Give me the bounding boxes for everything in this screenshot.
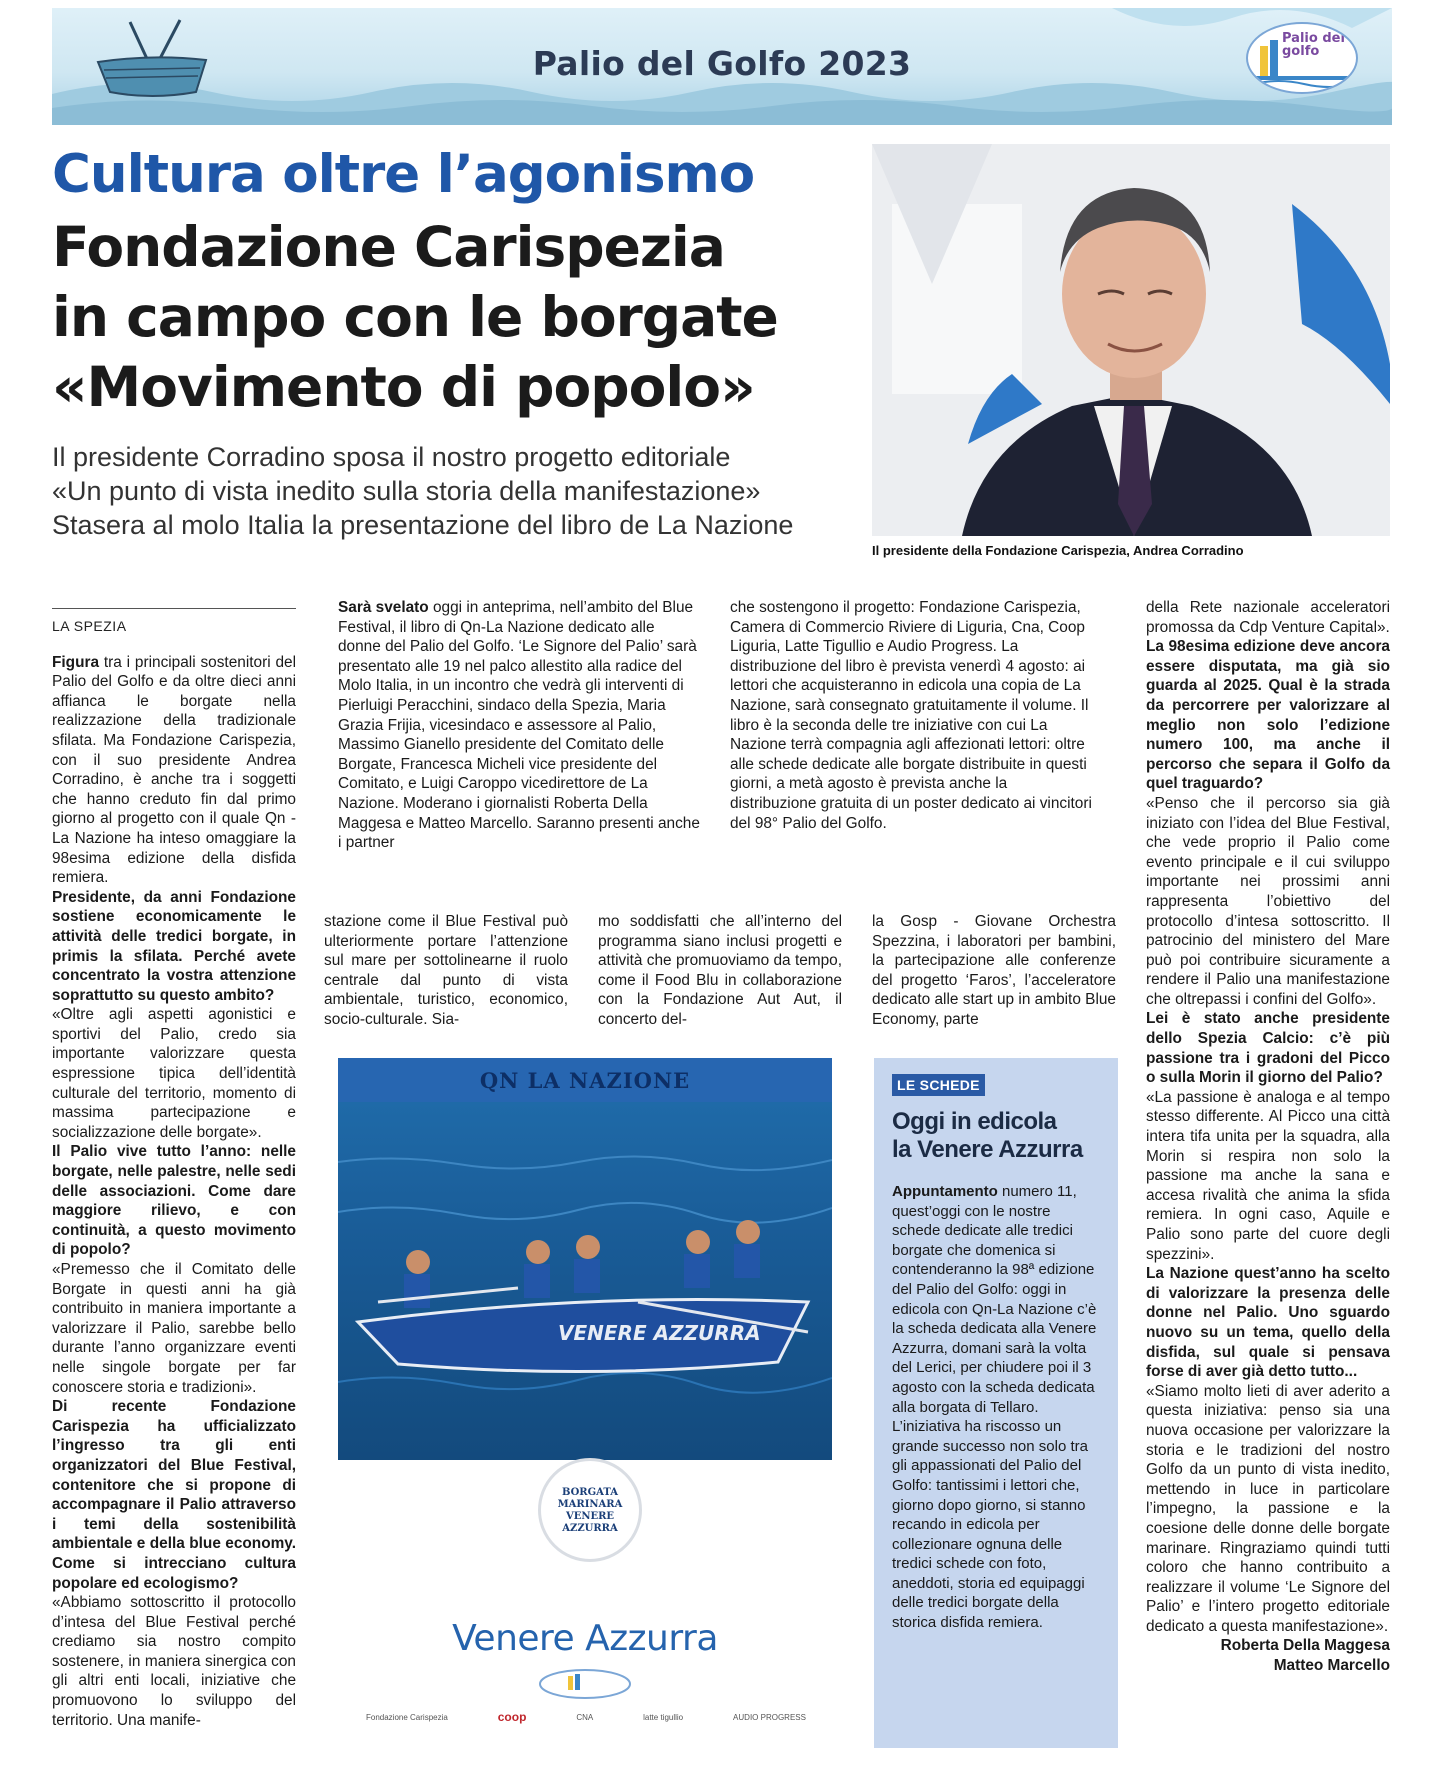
section-title: Palio del Golfo 2023 <box>532 44 912 83</box>
sponsor-logo: Fondazione Carispezia <box>366 1712 448 1722</box>
answer: «La passione è analoga e al tempo stesso differente. Al Picco una città intera tifa unita per la squadra, alla Morin si respira non solo la passione ma anche la sana e accesa rivalità che anima la sfida remiera. In ogni caso, Aquile e Palio sono parte del cuore degli spezzini». <box>1146 1088 1390 1263</box>
paragraph: mo soddisfatti che all’interno del programma siano inclusi progetti e attività che promuoviamo da tempo, come il Food Blu in collaborazione con la Fondazione Aut Aut, il concerto del- <box>598 913 842 1028</box>
sponsor-logo: latte tigullio <box>643 1712 684 1722</box>
answer: della Rete nazionale acceleratori promossa da Cdp Venture Capital». <box>1146 599 1390 636</box>
headline <box>52 212 852 422</box>
sponsor-logo: coop <box>497 1710 527 1724</box>
answer: «Premesso che il Comitato delle Borgate in questi anni ha già contribuito in maniera importante a valorizzare il Palio, sarebbe bello durante l’anno organizzare eventi nelle singole borgate per far conoscere storia e tradizioni». <box>52 1261 296 1396</box>
portrait-illustration <box>872 144 1390 536</box>
paragraph: stazione come il Blue Festival può ulteriormente portare l’attenzione sul mare per sottolinearne il ruolo centrale dal punto di vista ambientale, turistico, economico, socio-culturale. Sia- <box>324 913 568 1028</box>
question: Presidente, da anni Fondazione sostiene economicamente le attività delle tredici borgate, in primis la sfilata. Perché avete concentrato la vostra attenzione soprattutto su questo ambito? <box>52 888 296 1004</box>
deck-line: Il presidente Corradino sposa il nostro progetto editoriale <box>52 442 731 472</box>
article-column-3 <box>598 912 842 1030</box>
photo-caption: Il presidente della Fondazione Carispezia, Andrea Corradino <box>872 543 1244 558</box>
borgata-badge <box>538 1458 642 1562</box>
badge-text <box>541 1487 639 1535</box>
sidebar-title-line: la Venere Azzurra <box>892 1136 1083 1163</box>
book-cover-image <box>338 1058 832 1748</box>
question: La Nazione quest’anno ha scelto di valorizzare la presenza delle donne nel Palio. Uno sguardo nuovo su un tema, quello della disfida, sul quale si pensava forse di aver già detto tutto... <box>1146 1265 1390 1381</box>
kicker: Cultura oltre l’agonismo <box>52 144 755 205</box>
cover-photo <box>338 1102 832 1460</box>
dateline: LA SPEZIA <box>52 608 296 637</box>
byline-author: Roberta Della Maggesa <box>1220 1637 1390 1655</box>
boat-name: VENERE AZZURRA <box>558 1321 761 1345</box>
rowing-boat-photo <box>338 1102 832 1460</box>
sidebar-box <box>874 1058 1118 1748</box>
sponsor-logo: AUDIO PROGRESS <box>733 1712 806 1722</box>
headline-line: «Movimento di popolo» <box>52 355 755 419</box>
deck <box>52 440 852 542</box>
paragraph: la Gosp - Giovane Orchestra Spezzina, i laboratori per bambini, la partecipazione alle conferenze del progetto ‘Faros’, l’acceleratore dedicato alle start up in ambito Blue Economy, parte <box>872 913 1116 1028</box>
badge-line: MARINARA <box>557 1499 623 1510</box>
sidebar-body: numero 11, quest’oggi con le nostre schede dedicate alle tredici borgate che domenica si contenderanno la 98ª edizione del Palio del Golfo: oggi in edicola con Qn-La Nazione c’è la scheda dedicata alla Venere Azzurra, domani sarà la volta del Lerici, per chiudere poi il 3 agosto con la scheda dedicata alla borgata di Tellaro. L’iniziativa ha riscosso un grande successo non solo tra gli appassionati del Palio del Golfo: tantissimi i lettori che, giorno dopo giorno, si stanno recando in edicola per collezionare ognuna delle tredici schede con foto, aneddoti, storia ed equipaggi delle tredici borgate della storica disfida remiera. <box>892 1183 1097 1632</box>
sponsor-logo: CNA <box>576 1712 594 1722</box>
answer: «Penso che il percorso sia già iniziato con l’idea del Blue Festival, che vede proprio il Palio come evento principale e il cui sviluppo importante nei prossimi anni rappresenta l’obiettivo del protocollo d’intesa sottoscritto. Il patrocinio del ministero del Mare può poi contribuire sicuramente a rendere il Palio una manifestazione che oltrepassi i confini del Golfo». <box>1146 794 1390 1008</box>
paragraph-text: tra i principali sostenitori del Palio del Golfo e da oltre dieci anni affianca le borgate nella realizzazione della tradizionale sfilata. Ma Fondazione Carispezia, con il suo presidente Andrea Corradino, è anche tra i soggetti che hanno creduto fin dal primo giorno al progetto con il quale Qn - La Nazione ha inteso omaggiare la 98esima edizione della disfida remiera. <box>52 653 296 887</box>
answer: «Oltre agli aspetti agonistici e sportivi del Palio, credo sia importante valorizzare questa espressione tipica dell’identità culturale del territorio, momento di massima partecipazione e socializzazione delle borgate». <box>52 1006 296 1141</box>
lead-word: Sarà svelato <box>338 599 429 616</box>
article-column-4 <box>872 912 1116 1030</box>
article-column-5 <box>1146 598 1390 1676</box>
lead-word: Appuntamento <box>892 1183 998 1200</box>
headline-line: Fondazione Carispezia <box>52 215 725 279</box>
cover-brand: QN LA NAZIONE <box>479 1068 691 1093</box>
section-banner <box>52 8 1392 125</box>
logo-lettering: Palio del golfo <box>1282 31 1345 59</box>
paragraph: che sostengono il progetto: Fondazione Carispezia, Camera di Commercio Riviere di Liguria, Cna, Coop Liguria, Latte Tigullio e Audio Progress. La distribuzione del libro è prevista venerdì 4 agosto: ai lettori che acquisteranno in edicola una copia de La Nazione, sarà consegnato gratuitamente il volume. Il libro è la seconda delle tre iniziative con cui La Nazione terrà compagnia agli affezionati lettori: oltre alle schede dedicate alle borgate distribuite in questi giorni, a metà agosto è prevista anche la distribuzione gratuita di un poster dedicato ai vincitori del 98° Palio del Golfo. <box>730 599 1092 832</box>
palio-logo <box>1246 22 1358 94</box>
badge-line: VENERE <box>565 1511 615 1522</box>
question: Il Palio vive tutto l’anno: nelle borgate, nelle palestre, nelle sedi delle associazioni. Come dare maggiore rilievo, e con continuità, a questo movimento di popolo? <box>52 1143 296 1259</box>
deck-line: «Un punto di vista inedito sulla storia della manifestazione» <box>52 476 761 506</box>
headline-line: in campo con le borgate <box>52 285 778 349</box>
badge-line: BORGATA <box>561 1487 619 1498</box>
answer: «Siamo molto lieti di aver aderito a questa iniziativa: penso sia una nuova occasione per valorizzare la storia e le tradizioni del nostro Golfo da un punto di vista inedito, mettendo in luce in particolare l’impegno, la passione e la coesione delle donne delle borgate marinare. Ringraziamo quindi tutti coloro che hanno contribuito a realizzare il volume ‘Le Signore del Palio’ e l’intero progetto editoriale dedicato a questa manifestazione». <box>1146 1382 1390 1635</box>
lead-word: Figura <box>52 653 100 671</box>
byline-author: Matteo Marcello <box>1273 1657 1390 1675</box>
paragraph-text: oggi in anteprima, nell’ambito del Blue Festival, il libro di Qn-La Nazione dedicato alle donne del Palio del Golfo. ‘Le Signore del Palio’ sarà presentato alle 19 nel palco allestito alla radice del Molo Italia, in un incontro che vedrà gli interventi di Pierluigi Peracchini, sindaco della Spezia, Maria Grazia Frijia, vicesindaco e assessore al Palio, Massimo Gianello presidente del Comitato delle Borgate, Francesca Micheli vice presidente del Comitato, e Luigi Caroppo vicedirettore de La Nazione. Moderano i giornalisti Roberta Della Maggesa e Matteo Marcello. Saranno presenti anche i partner <box>338 599 700 852</box>
sidebar-text <box>892 1182 1100 1633</box>
question: La 98esima edizione deve ancora essere disputata, ma già sio guarda al 2025. Qual è la strada da percorrere per valorizzare al meglio non solo l’edizione numero 100, ma anche il percorso che separa il Golfo da quel traguardo? <box>1146 638 1390 793</box>
question: Lei è stato anche presidente dello Spezia Calcio: c’è più passione tra i gradoni del Picco o sulla Morin il giorno del Palio? <box>1146 1010 1390 1087</box>
intro-column-1 <box>338 598 700 853</box>
sponsor-logos <box>366 1710 806 1724</box>
sidebar-title <box>892 1108 1100 1164</box>
deck-line: Stasera al molo Italia la presentazione del libro de La Nazione <box>52 510 794 540</box>
cover-title: Venere Azzurra <box>452 1618 718 1659</box>
sidebar-title-line: Oggi in edicola <box>892 1108 1057 1135</box>
paragraph <box>338 598 700 853</box>
sidebar-tag: LE SCHEDE <box>892 1074 985 1096</box>
badge-line: AZZURRA <box>562 1523 618 1534</box>
intro-column-2 <box>730 598 1092 833</box>
answer: «Abbiamo sottoscritto il protocollo d’intesa del Blue Festival perché crediamo sia nostro compito sostenere, in maniera sinergica con gli altri enti locali, iniziative che promuovono lo sviluppo del territorio. Una manife- <box>52 1594 296 1729</box>
portrait-photo <box>872 144 1390 536</box>
paragraph <box>52 653 296 888</box>
question: Di recente Fondazione Carispezia ha ufficializzato l’ingresso tra gli enti organizzatori del Blue Festival, contenitore che si propone di accompagnare il Palio attraverso i temi della sostenibilità ambientale e della blue economy. Come si intrecciano cultura popolare ed ecologismo? <box>52 1398 296 1592</box>
article-column-2 <box>324 912 568 1030</box>
palio-logo-small-icon <box>538 1668 632 1700</box>
article-column-1 <box>52 608 296 1730</box>
